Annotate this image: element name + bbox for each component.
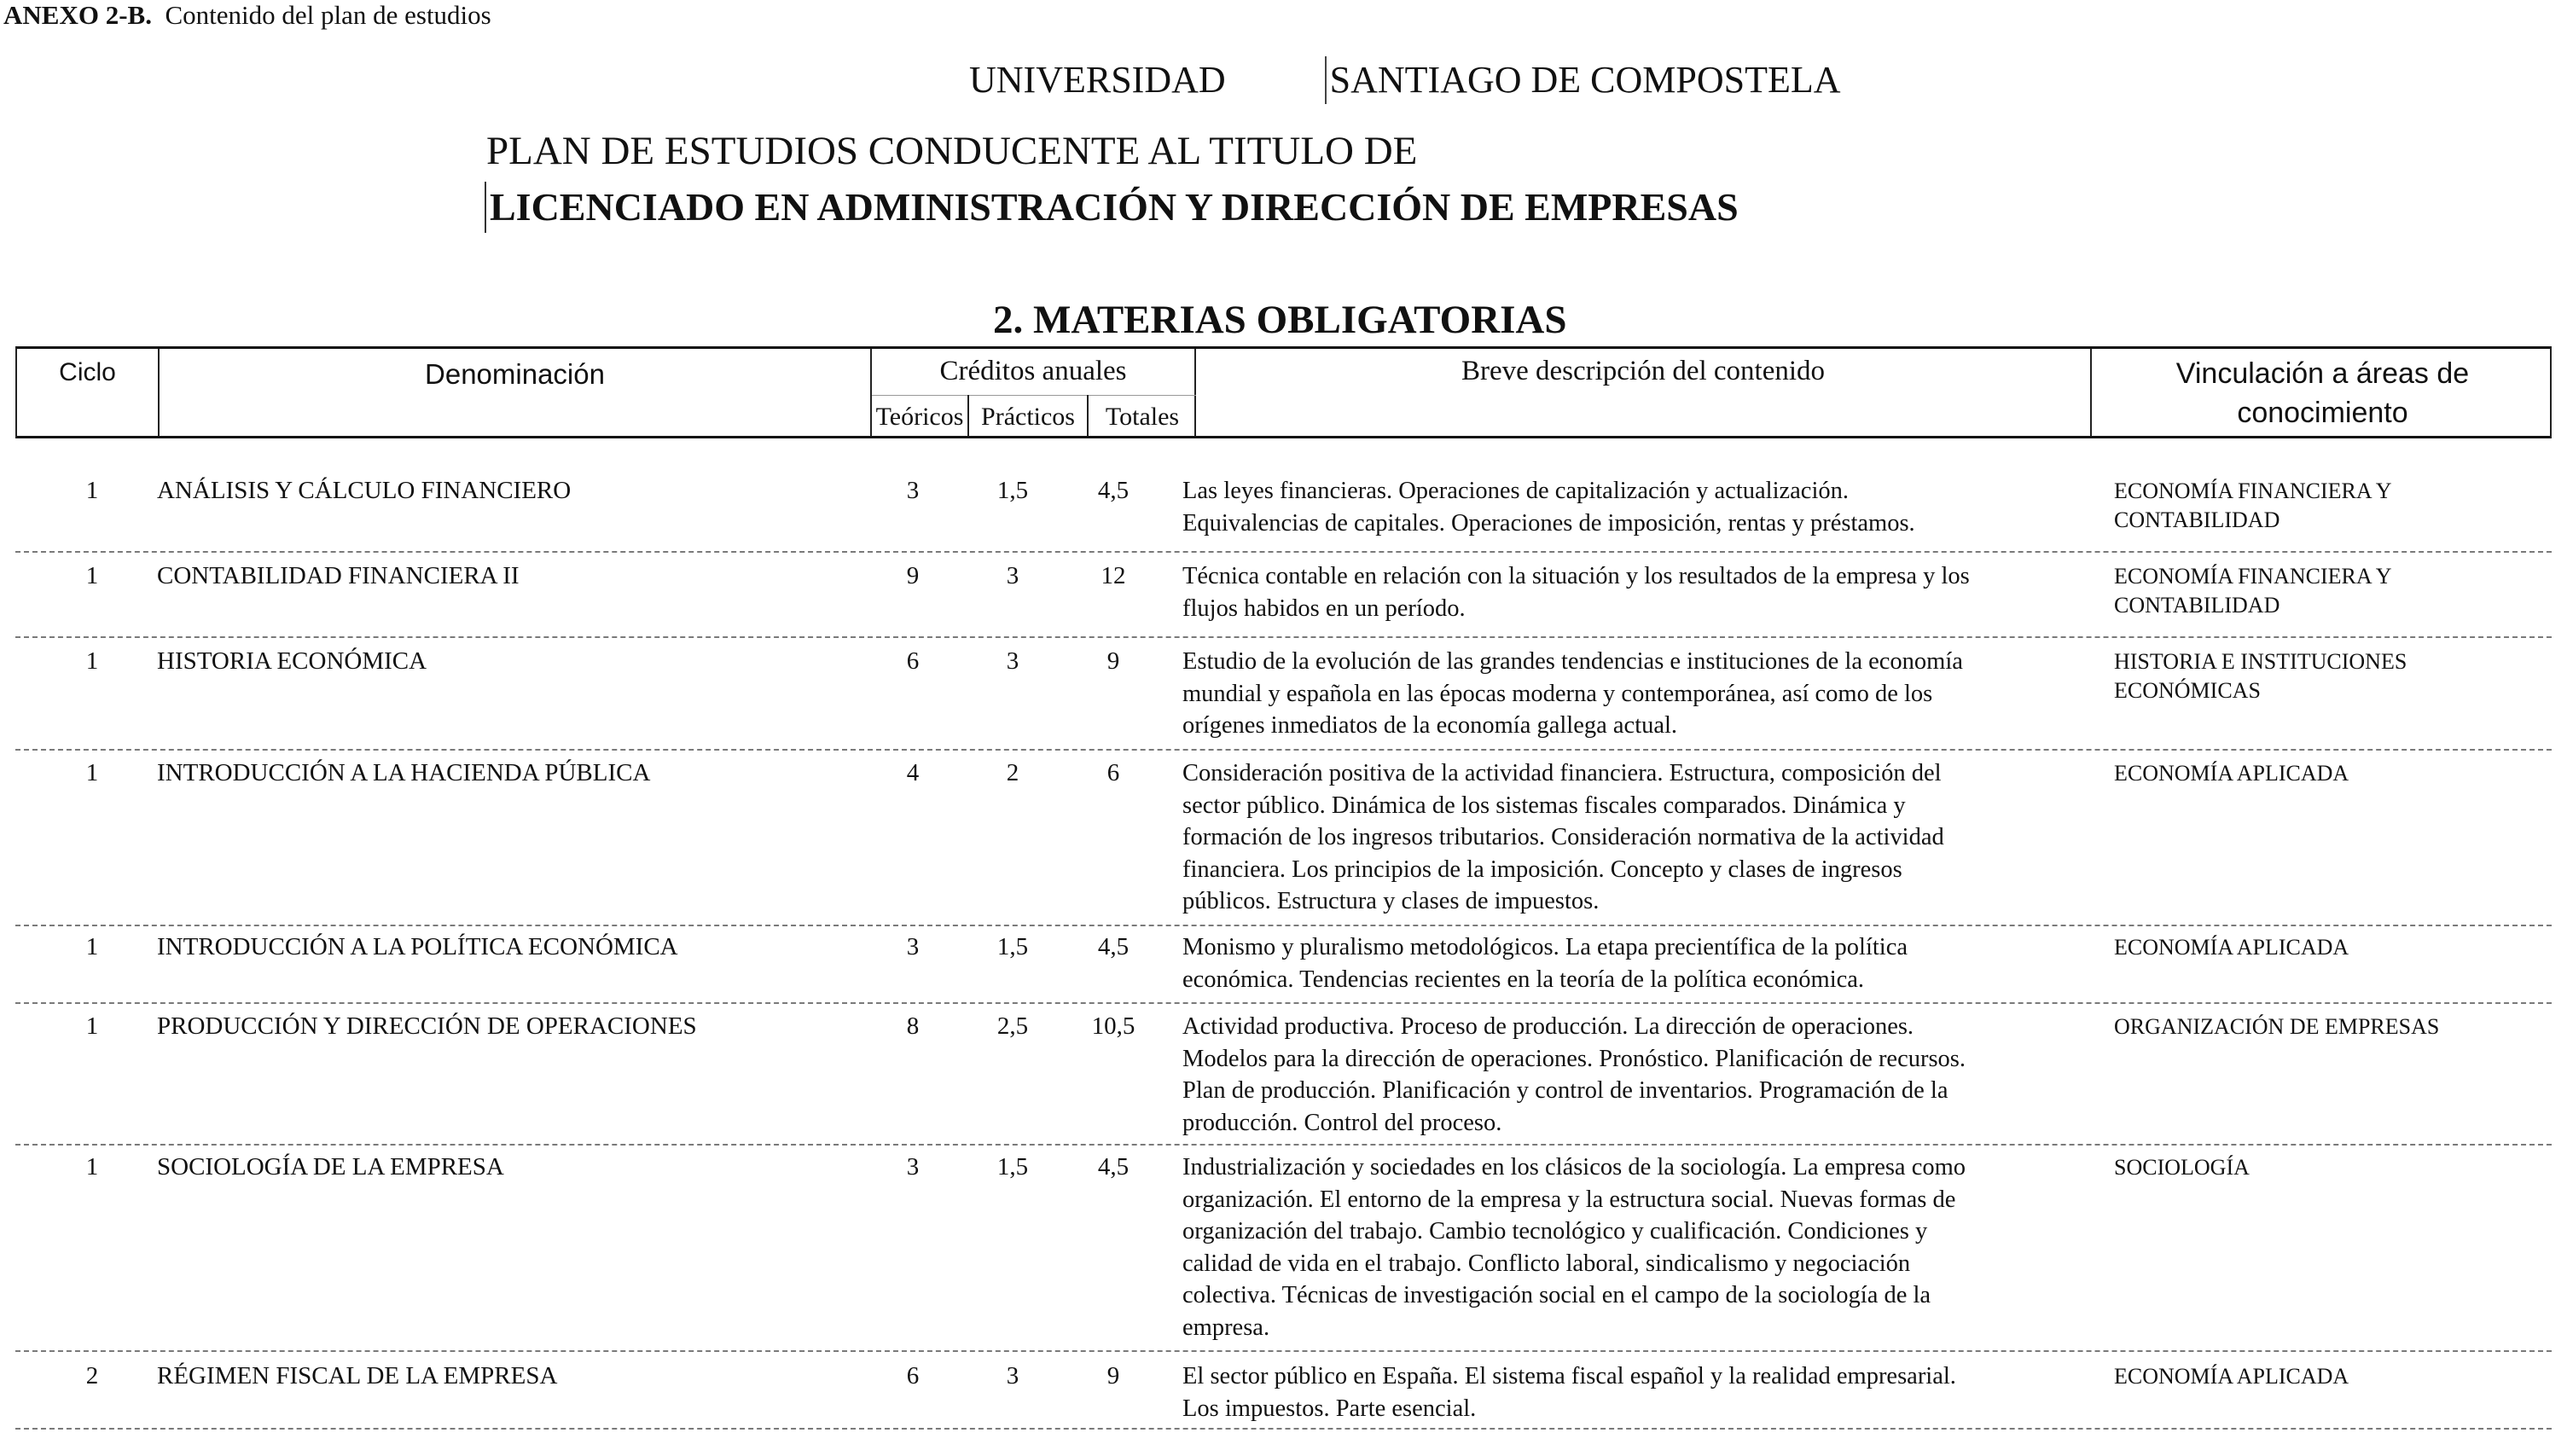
row-practicos: 2,5 xyxy=(996,1012,1029,1040)
row-totales: 4,5 xyxy=(1097,1153,1130,1180)
row-separator xyxy=(15,551,2552,553)
row-descripcion xyxy=(1182,1360,2070,1424)
row-separator xyxy=(15,1002,2552,1004)
annex-label: ANEXO 2-B. xyxy=(3,0,152,30)
row-practicos: 3 xyxy=(1006,647,1019,675)
row-denominacion: HISTORIA ECONÓMICA xyxy=(157,647,427,675)
row-denominacion: INTRODUCCIÓN A LA HACIENDA PÚBLICA xyxy=(157,759,651,786)
row-totales: 12 xyxy=(1101,562,1126,589)
row-denominacion: CONTABILIDAD FINANCIERA II xyxy=(157,562,520,589)
vinc-line: CONTABILIDAD xyxy=(2114,508,2280,532)
row-vinculacion xyxy=(2114,759,2515,788)
row-practicos: 3 xyxy=(1006,562,1019,589)
credits-divider-1 xyxy=(967,395,969,436)
row-practicos: 1,5 xyxy=(996,933,1029,960)
section-title: 2. MATERIAS OBLIGATORIAS xyxy=(993,298,1567,342)
desc-line: Técnica contable en relación con la situación y los resultados de la empresa y los xyxy=(1182,563,1970,589)
desc-line: Consideración positiva de la actividad financiera. Estructura, composición del xyxy=(1182,760,1942,786)
col-vinculacion-label-1: Vinculación a áreas de xyxy=(2175,357,2470,390)
row-teoricos: 8 xyxy=(906,1012,920,1040)
row-totales: 9 xyxy=(1106,1362,1120,1389)
university-name: SANTIAGO DE COMPOSTELA xyxy=(1325,56,1841,104)
row-teoricos: 6 xyxy=(906,647,920,675)
desc-line: flujos habidos en un período. xyxy=(1182,595,1466,622)
desc-line: El sector público en España. El sistema fiscal español y la realidad empresarial. xyxy=(1182,1363,1956,1389)
col-vinculacion xyxy=(2092,349,2553,436)
row-teoricos: 9 xyxy=(906,562,920,589)
desc-line: Plan de producción. Planificación y control de inventarios. Programación de la xyxy=(1182,1077,1948,1105)
row-vinculacion xyxy=(2114,1362,2515,1391)
desc-line: calidad de vida en el trabajo. Conflicto laboral, sindicalismo y negociación xyxy=(1182,1250,1911,1277)
vinc-line: ECONÓMICAS xyxy=(2114,678,2261,703)
row-ciclo: 1 xyxy=(85,562,99,589)
row-ciclo: 1 xyxy=(85,1012,99,1040)
row-descripcion xyxy=(1182,1151,2070,1344)
row-totales: 6 xyxy=(1106,759,1120,786)
row-practicos: 1,5 xyxy=(996,477,1029,504)
row-ciclo: 1 xyxy=(85,933,99,960)
annex-text: Contenido del plan de estudios xyxy=(165,0,491,30)
row-teoricos: 3 xyxy=(906,933,920,960)
vinc-line: HISTORIA E INSTITUCIONES xyxy=(2114,649,2407,674)
row-totales: 9 xyxy=(1106,647,1120,675)
col-totales-label: Totales xyxy=(1105,403,1180,431)
row-descripcion xyxy=(1182,1011,2070,1139)
row-separator xyxy=(15,749,2552,751)
desc-line: económica. Tendencias recientes en la teoría de la política económica. xyxy=(1182,966,1865,993)
row-separator xyxy=(15,1350,2552,1352)
desc-line: Actividad productiva. Proceso de producción. La dirección de operaciones. xyxy=(1182,1013,1914,1040)
row-vinculacion xyxy=(2114,477,2515,535)
desc-line: colectiva. Técnicas de investigación social en el campo de la sociología de la xyxy=(1182,1282,1931,1309)
col-descripcion xyxy=(1196,349,2092,436)
row-vinculacion xyxy=(2114,647,2515,705)
row-practicos: 3 xyxy=(1006,1362,1019,1389)
desc-line: organización del trabajo. Cambio tecnológico y cualificación. Condiciones y xyxy=(1182,1218,1928,1245)
vinc-line: ECONOMÍA FINANCIERA Y xyxy=(2114,479,2392,503)
plan-line: PLAN DE ESTUDIOS CONDUCENTE AL TITULO DE xyxy=(486,129,1418,173)
vinc-line: ORGANIZACIÓN DE EMPRESAS xyxy=(2114,1014,2440,1039)
row-teoricos: 3 xyxy=(906,477,920,504)
col-ciclo xyxy=(17,349,160,436)
desc-line: Estudio de la evolución de las grandes tendencias e instituciones de la economía xyxy=(1182,648,1963,675)
desc-line: orígenes inmediatos de la economía gallega actual. xyxy=(1182,712,1678,740)
row-ciclo: 1 xyxy=(85,647,99,675)
row-denominacion: PRODUCCIÓN Y DIRECCIÓN DE OPERACIONES xyxy=(157,1012,697,1040)
degree-title: LICENCIADO EN ADMINISTRACIÓN Y DIRECCIÓN DE EMPRESAS xyxy=(485,182,1739,233)
vinc-line: SOCIOLOGÍA xyxy=(2114,1155,2250,1180)
row-denominacion: RÉGIMEN FISCAL DE LA EMPRESA xyxy=(157,1362,558,1389)
row-totales: 4,5 xyxy=(1097,477,1130,504)
table-header xyxy=(15,346,2552,438)
vinc-line: ECONOMÍA APLICADA xyxy=(2114,935,2349,960)
desc-line: públicos. Estructura y clases de impuestos. xyxy=(1182,888,1600,915)
col-vinculacion-label-2: conocimiento xyxy=(2237,397,2408,429)
row-ciclo: 1 xyxy=(85,477,99,504)
row-teoricos: 3 xyxy=(906,1153,920,1180)
row-descripcion xyxy=(1182,646,2070,742)
row-descripcion xyxy=(1182,931,2070,995)
col-creditos xyxy=(872,349,1196,436)
desc-line: Industrialización y sociedades en los clásicos de la sociología. La empresa como xyxy=(1182,1154,1966,1180)
row-teoricos: 6 xyxy=(906,1362,920,1389)
desc-line: sector público. Dinámica de los sistemas fiscales comparados. Dinámica y xyxy=(1182,792,1906,819)
desc-line: Las leyes financieras. Operaciones de capitalización y actualización. xyxy=(1182,478,1849,504)
desc-line: Modelos para la dirección de operaciones. Pronóstico. Planificación de recursos. xyxy=(1182,1045,1966,1072)
desc-line: Monismo y pluralismo metodológicos. La etapa precientífica de la política xyxy=(1182,934,1908,960)
desc-line: producción. Control del proceso. xyxy=(1182,1109,1502,1136)
vinc-line: ECONOMÍA APLICADA xyxy=(2114,1364,2349,1389)
row-practicos: 2 xyxy=(1006,759,1019,786)
row-vinculacion xyxy=(2114,933,2515,962)
annex-heading xyxy=(3,0,491,31)
row-vinculacion xyxy=(2114,1153,2515,1182)
row-ciclo: 1 xyxy=(85,759,99,786)
desc-line: financiera. Los principios de la imposición. Concepto y clases de ingresos xyxy=(1182,856,1902,883)
col-teoricos-label: Teóricos xyxy=(875,403,964,431)
desc-line: empresa. xyxy=(1182,1314,1270,1341)
row-practicos: 1,5 xyxy=(996,1153,1029,1180)
col-denominacion xyxy=(160,349,872,436)
vinc-line: CONTABILIDAD xyxy=(2114,593,2280,618)
row-separator xyxy=(15,1144,2552,1146)
row-descripcion xyxy=(1182,757,2070,918)
col-denominacion-label: Denominación xyxy=(425,358,605,390)
row-teoricos: 4 xyxy=(906,759,920,786)
col-descripcion-label: Breve descripción del contenido xyxy=(1461,356,1826,386)
row-vinculacion xyxy=(2114,1012,2515,1041)
row-denominacion: INTRODUCCIÓN A LA POLÍTICA ECONÓMICA xyxy=(157,933,678,960)
row-separator xyxy=(15,925,2552,926)
row-totales: 4,5 xyxy=(1097,933,1130,960)
desc-line: Equivalencias de capitales. Operaciones de imposición, rentas y préstamos. xyxy=(1182,509,1915,537)
row-separator xyxy=(15,1428,2552,1430)
university-line xyxy=(969,56,1841,104)
col-practicos-label: Prácticos xyxy=(981,403,1075,431)
row-separator xyxy=(15,636,2552,638)
desc-line: formación de los ingresos tributarios. Consideración normativa de la actividad xyxy=(1182,824,1944,851)
row-denominacion: ANÁLISIS Y CÁLCULO FINANCIERO xyxy=(157,477,572,504)
desc-line: mundial y española en las épocas moderna y contemporánea, así como de los xyxy=(1182,680,1933,707)
universidad-label: UNIVERSIDAD xyxy=(969,59,1226,101)
row-ciclo: 1 xyxy=(85,1153,99,1180)
credits-divider-2 xyxy=(1087,395,1089,436)
row-vinculacion xyxy=(2114,562,2515,620)
row-denominacion: SOCIOLOGÍA DE LA EMPRESA xyxy=(157,1153,504,1180)
desc-line: Los impuestos. Parte esencial. xyxy=(1182,1395,1477,1422)
col-creditos-label: Créditos anuales xyxy=(939,356,1127,386)
credits-subline xyxy=(872,395,1196,396)
desc-line: organización. El entorno de la empresa y la estructura social. Nuevas formas de xyxy=(1182,1186,1956,1213)
row-descripcion xyxy=(1182,560,2070,624)
row-descripcion xyxy=(1182,475,2070,539)
vinc-line: ECONOMÍA FINANCIERA Y xyxy=(2114,564,2392,589)
vinc-line: ECONOMÍA APLICADA xyxy=(2114,761,2349,786)
row-totales: 10,5 xyxy=(1091,1012,1135,1040)
col-ciclo-label: Ciclo xyxy=(59,358,116,386)
row-ciclo: 2 xyxy=(85,1362,99,1389)
